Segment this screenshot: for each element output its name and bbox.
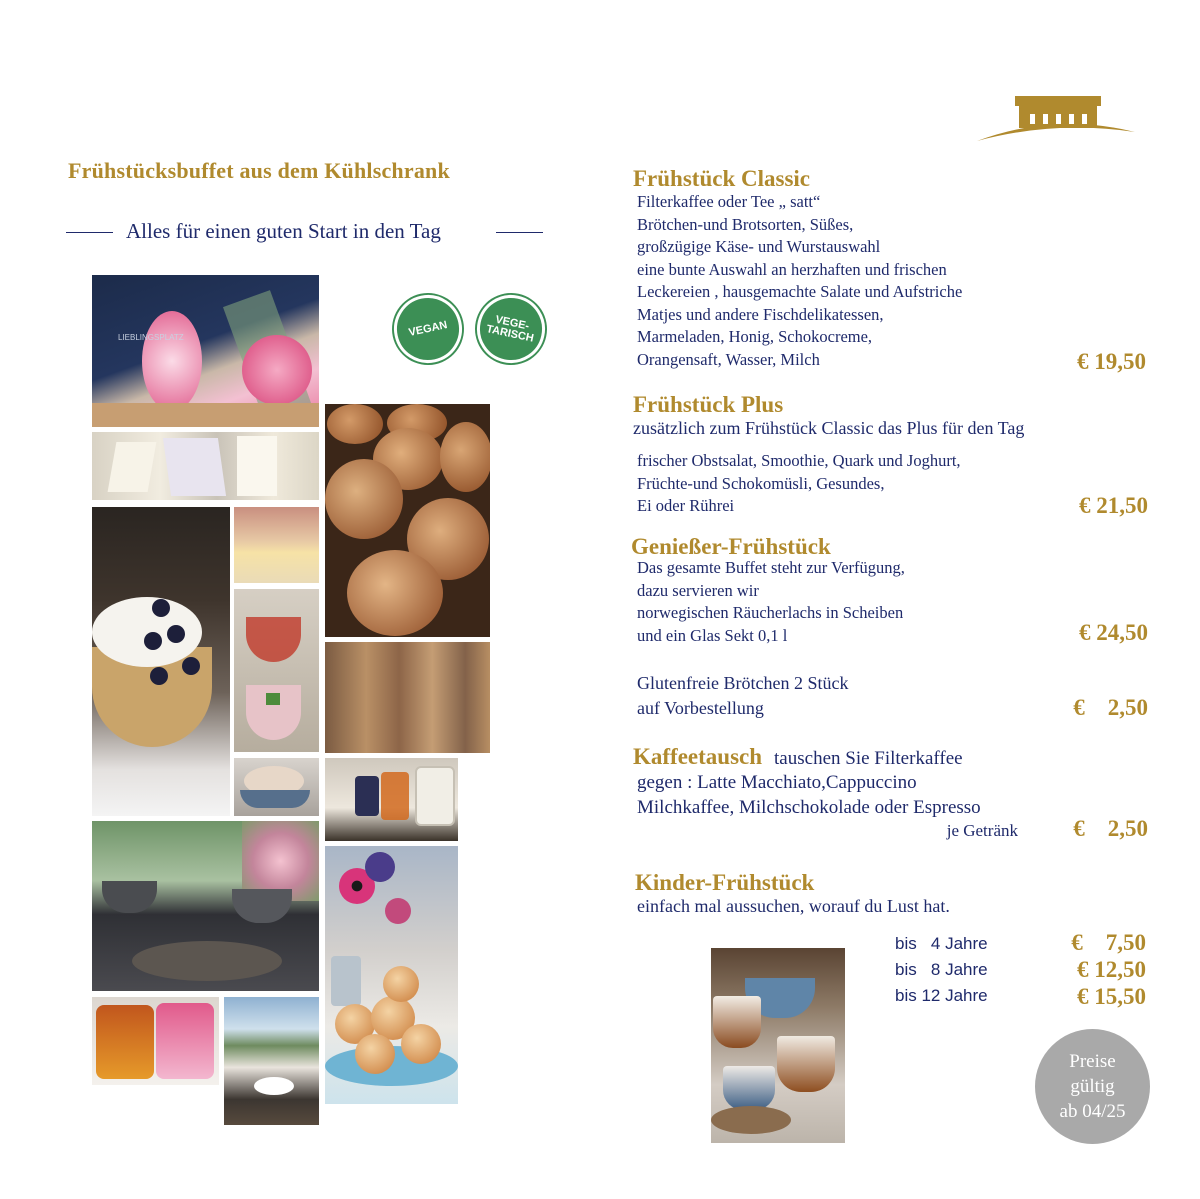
kinder-price: € 15,50: [1077, 984, 1146, 1009]
photo-coffee-table: [92, 821, 319, 991]
photo-flowers-donuts: [325, 846, 458, 1104]
plus-title: Frühstück Plus: [633, 392, 784, 417]
geniesser-title: Genießer-Frühstück: [631, 534, 831, 559]
gluten-line: Glutenfreie Brötchen 2 Stück: [637, 673, 849, 693]
kinder-age-label: bis 8 Jahre: [895, 960, 988, 979]
gluten-line: auf Vorbestellung: [637, 698, 764, 718]
plus-intro: zusätzlich zum Frühstück Classic das Plus für den Tag: [633, 418, 1025, 438]
vegan-badge-icon: VEGAN: [388, 289, 469, 370]
classic-line: Filterkaffee oder Tee „ satt“: [637, 192, 821, 211]
kaffee-title-suffix: tauschen Sie Filterkaffee: [774, 748, 963, 769]
price-validity-stamp: [1035, 1029, 1150, 1144]
classic-line: Brötchen-und Brotsorten, Süßes,: [637, 214, 854, 234]
gluten-price: € 2,50: [1073, 695, 1148, 720]
subtitle-rule-right: [496, 232, 543, 233]
kinder-price: € 7,50: [1071, 930, 1146, 955]
stamp-line: Preise: [1069, 1051, 1116, 1072]
plus-line: Ei oder Rührei: [637, 496, 735, 515]
hotel-logo: [975, 94, 1137, 144]
vegetarian-badge-icon: VEGE- TARISCH: [471, 289, 552, 370]
photo-lieblingsplatz-flowers: [92, 275, 319, 427]
photo-bread-rolls: [325, 404, 490, 637]
left-title: Frühstücksbuffet aus dem Kühlschrank: [68, 158, 450, 183]
gluten-description: [637, 671, 848, 721]
photo-ice-cream: [234, 758, 319, 816]
photo-cups: [711, 948, 845, 1143]
kinder-age-label: bis 12 Jahre: [895, 986, 988, 1005]
classic-line: eine bunte Auswahl an herzhaften und frischen: [637, 259, 947, 279]
plus-price: € 21,50: [1079, 493, 1148, 518]
kaffee-description: [637, 770, 981, 820]
kinder-title: Kinder-Frühstück: [635, 870, 815, 895]
kaffee-title: Kaffeetausch: [633, 744, 763, 769]
subtitle-rule-left: [66, 232, 113, 233]
photo-cheese: [92, 432, 319, 500]
kinder-age-label: bis 4 Jahre: [895, 934, 988, 953]
kaffee-line: gegen : Latte Macchiato,Cappuccino: [637, 772, 917, 793]
kinder-age-list: [895, 934, 988, 1012]
photo-yogurt-blueberries: [92, 507, 230, 816]
geniesser-line: norwegischen Räucherlachs in Scheiben: [637, 603, 904, 622]
kaffee-line: Milchkaffee, Milchschokolade oder Espresso: [637, 797, 981, 818]
kaffee-price: € 2,50: [1073, 816, 1148, 841]
geniesser-line: dazu servieren wir: [637, 580, 759, 600]
kinder-price: € 12,50: [1077, 957, 1146, 982]
geniesser-price: € 24,50: [1079, 620, 1148, 645]
kinder-intro: einfach mal aussuchen, worauf du Lust hat.: [637, 896, 950, 916]
photo-jam-jars: [92, 997, 219, 1085]
geniesser-line: Das gesamte Buffet steht zur Verfügung,: [637, 558, 905, 577]
photo-desserts-glasses: [234, 589, 319, 752]
plus-description: [637, 450, 961, 518]
classic-description: [637, 191, 962, 371]
stamp-line: ab 04/25: [1059, 1101, 1126, 1122]
photo-ham-cake: [234, 507, 319, 583]
classic-line: Marmeladen, Honig, Schokocreme,: [637, 327, 873, 346]
photo-jars: [325, 758, 458, 841]
stamp-line: gültig: [1070, 1076, 1115, 1097]
plus-line: Früchte-und Schokomüsli, Gesundes,: [637, 473, 885, 493]
kaffee-heading: [633, 744, 963, 771]
kinder-price-list: [1071, 930, 1146, 1011]
classic-line: großzügige Käse- und Wurstauswahl: [637, 237, 881, 256]
classic-price: € 19,50: [1077, 349, 1146, 374]
classic-line: Orangensaft, Wasser, Milch: [637, 349, 820, 369]
classic-line: Leckereien , hausgemachte Salate und Aufstriche: [637, 282, 963, 301]
kaffee-per-drink: je Getränk: [946, 821, 1018, 840]
classic-title: Frühstück Classic: [633, 166, 810, 191]
left-subtitle: Alles für einen guten Start in den Tag: [126, 219, 441, 243]
classic-line: Matjes und andere Fischdelikatessen,: [637, 304, 884, 324]
photo-terrace-view: [224, 997, 319, 1125]
plus-line: frischer Obstsalat, Smoothie, Quark und Joghurt,: [637, 451, 961, 470]
photo-bread-loaves: [325, 642, 490, 753]
geniesser-line: und ein Glas Sekt 0,1 l: [637, 625, 788, 645]
photo-sign-text: LIEBLINGSPLATZ: [118, 333, 184, 342]
geniesser-description: [637, 557, 905, 647]
